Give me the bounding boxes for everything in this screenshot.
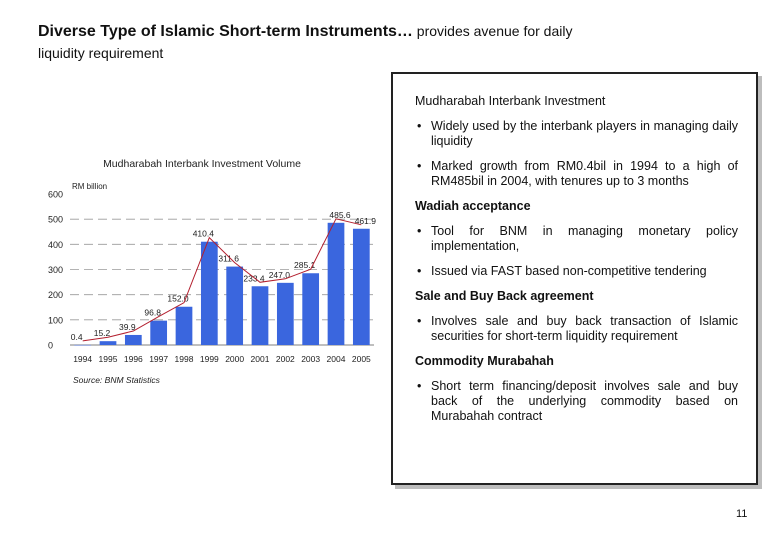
bullet-item: • Tool for BNM in managing monetary policy implementation,	[415, 224, 738, 254]
chart-title: Mudharabah Interbank Investment Volume	[103, 158, 301, 170]
section-bullets	[415, 224, 738, 279]
bullet-item: • Marked growth from RM0.4bil in 1994 to a high of RM485bil in 2004, with tenures up to 3 months	[415, 159, 738, 189]
x-tick-label: 2001	[250, 354, 270, 364]
section-title: Commodity Murabahah	[415, 354, 554, 368]
x-tick-label: 2003	[301, 354, 321, 364]
bar-2001	[252, 286, 269, 345]
x-tick-label: 1997	[149, 354, 169, 364]
data-label: 39.9	[119, 321, 136, 332]
instrument-sections	[415, 94, 738, 424]
chart-source: Source: BNM Statistics	[73, 375, 160, 385]
instruments-panel	[391, 72, 758, 485]
bullet-item: • Issued via FAST based non-competitive tendering	[415, 264, 738, 279]
data-label: 247.0	[268, 269, 290, 280]
data-label: 410.4	[192, 228, 214, 239]
section-bullets	[415, 119, 738, 189]
bar-1997	[150, 321, 167, 345]
y-tick-label: 400	[48, 239, 64, 250]
x-tick-label: 2000	[225, 354, 245, 364]
bar-2003	[302, 273, 319, 345]
bar-1996	[125, 335, 142, 345]
bar-2000	[226, 267, 243, 345]
x-tick-label: 1994	[73, 354, 93, 364]
section-bullets	[415, 379, 738, 424]
data-label: 285.1	[294, 260, 316, 271]
page-title-bold: Diverse Type of Islamic Short-term Instruments…	[38, 23, 413, 40]
section-title: Sale and Buy Back agreement	[415, 289, 594, 303]
data-label: 485.6	[329, 209, 351, 220]
y-axis-label: RM billion	[72, 182, 108, 191]
section-title: Wadiah acceptance	[415, 199, 531, 213]
data-label: 0.4	[70, 331, 83, 342]
mudharabah-volume-chart	[40, 150, 380, 395]
section-title: Mudharabah Interbank Investment	[415, 94, 606, 108]
x-tick-label: 2004	[326, 354, 346, 364]
x-tick-label: 1995	[98, 354, 118, 364]
page-title-line2: liquidity requirement	[38, 45, 164, 61]
y-tick-label: 0	[48, 340, 54, 351]
bullet-item: • Widely used by the interbank players in managing daily liquidity	[415, 119, 738, 149]
x-tick-label: 1998	[174, 354, 194, 364]
page-title	[38, 20, 758, 64]
y-tick-label: 200	[48, 290, 64, 301]
bar-2002	[277, 283, 294, 345]
data-label: 233.4	[243, 273, 265, 284]
section-bullets	[415, 314, 738, 344]
data-label: 96.8	[144, 307, 161, 318]
x-tick-label: 1996	[123, 354, 143, 364]
y-tick-label: 300	[48, 265, 64, 275]
y-tick-label: 500	[48, 214, 64, 225]
x-tick-label: 2005	[351, 354, 371, 364]
bar-1999	[201, 242, 218, 345]
bar-2004	[328, 223, 345, 345]
x-tick-label: 1999	[199, 354, 219, 364]
data-label: 461.9	[354, 215, 376, 226]
bar-2005	[353, 229, 370, 345]
page-title-rest: provides avenue for daily	[412, 23, 573, 39]
x-tick-label: 2002	[275, 354, 295, 364]
bar-1994	[74, 345, 91, 346]
page-number: 11	[736, 508, 748, 520]
data-label: 15.2	[93, 328, 111, 339]
y-tick-label: 100	[48, 315, 64, 326]
bar-1995	[100, 341, 117, 345]
bar-1998	[176, 307, 193, 345]
data-label: 152.0	[167, 293, 189, 304]
bullet-item: • Short term financing/deposit involves sale and buy back of the underlying commodity based on Murabahah contract	[415, 379, 738, 424]
y-tick-label: 600	[48, 189, 64, 200]
data-label: 311.6	[218, 253, 239, 264]
bullet-item: • Involves sale and buy back transaction of Islamic securities for short-term liquidity requirement	[415, 314, 738, 344]
